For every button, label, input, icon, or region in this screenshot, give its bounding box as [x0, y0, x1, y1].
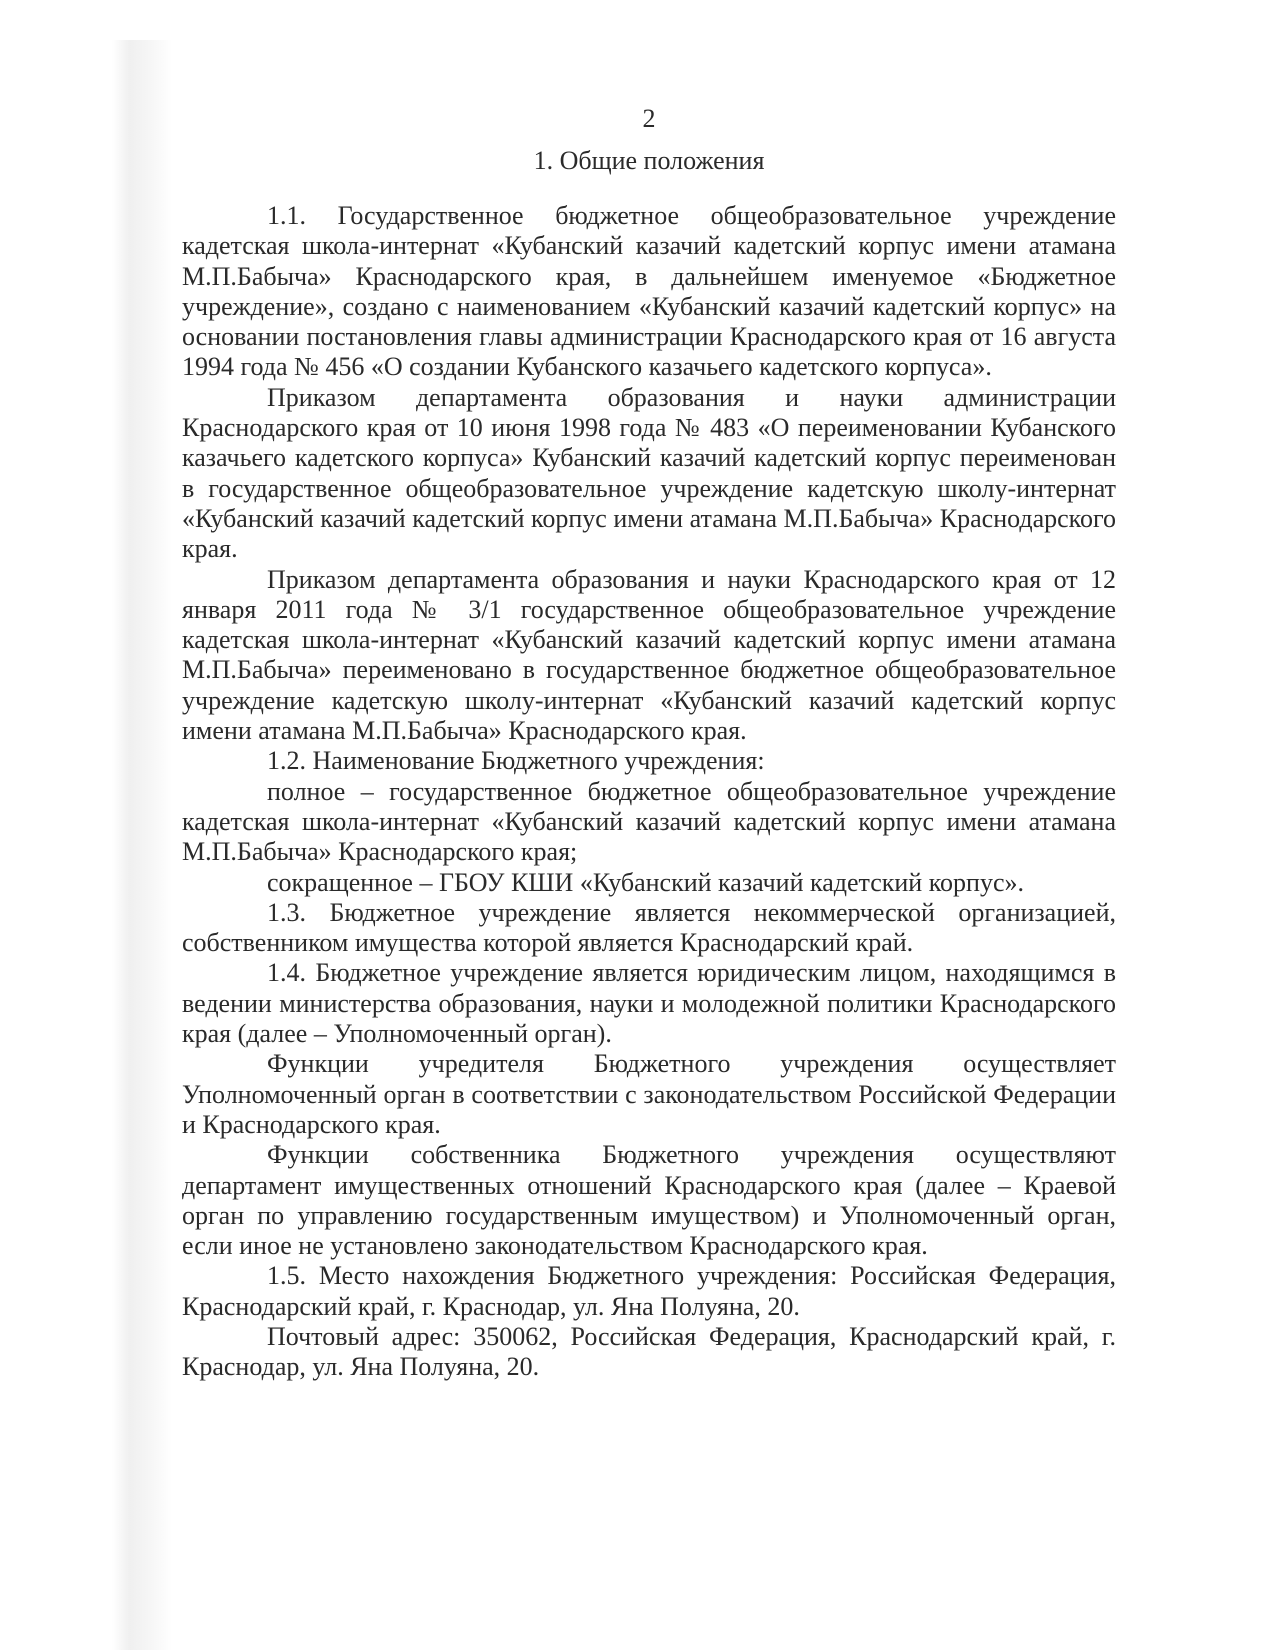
paragraph-1-1: 1.1. Государственное бюджетное общеобразовательное учреждение кадетская школа-интернат «Кубанский казачий кадетский корпус имени атамана М.П.Бабыча» Краснодарского края, в дальнейшем именуемое «Бюджетное учреждение», создано с наименованием «Кубанский казачий кадетский корпус» на основании постановления главы администрации Краснодарского края от 16 августа 1994 года № 456 «О создании Кубанского казачьего кадетского корпуса». [182, 201, 1116, 382]
scan-edge-shadow [112, 40, 172, 1650]
section-title: 1. Общие положения [533, 146, 765, 175]
paragraph-1-4: 1.4. Бюджетное учреждение является юридическим лицом, находящимся в ведении министерства образования, науки и молодежной политики Краснодарского края (далее – Уполномоченный орган). [182, 958, 1116, 1049]
paragraph-founder-functions: Функции учредителя Бюджетного учреждения осуществляет Уполномоченный орган в соответствии с законодательством Российской Федерации и Краснодарского края. [182, 1049, 1116, 1139]
paragraph-1-5: 1.5. Место нахождения Бюджетного учреждения: Российская Федерация, Краснодарский край, г. Краснодар, ул. Яна Полуяна, 20. [182, 1261, 1116, 1321]
document-body [182, 201, 1116, 1383]
paragraph-order-2011: Приказом департамента образования и науки Краснодарского края от 12 января 2011 года № 3/1 государственное общеобразовательное учреждение кадетская школа-интернат «Кубанский казачий кадетский корпус имени атамана М.П.Бабыча» переименовано в государственное бюджетное общеобразовательное учреждение кадетскую школу-интернат «Кубанский казачий кадетский корпус имени атамана М.П.Бабыча» Краснодарского края. [182, 564, 1116, 746]
paragraph-order-1998: Приказом департамента образования и науки администрации Краснодарского края от 10 июня 1998 года № 483 «О переименовании Кубанского казачьего кадетского корпуса» Кубанский казачий кадетский корпус переименован в государственное общеобразовательное учреждение кадетскую школу-интернат «Кубанский казачий кадетский корпус имени атамана М.П.Бабыча» Краснодарского края. [182, 382, 1116, 564]
paragraph-postal-address: Почтовый адрес: 350062, Российская Федерация, Краснодарский край, г. Краснодар, ул. Яна Полуяна, 20. [182, 1321, 1116, 1382]
paragraph-full-name: полное – государственное бюджетное общеобразовательное учреждение кадетская школа-интернат «Кубанский казачий кадетский корпус имени атамана М.П.Бабыча» Краснодарского края; [182, 776, 1116, 867]
paragraph-short-name: сокращенное – ГБОУ КШИ «Кубанский казачий кадетский корпус». [267, 867, 1024, 897]
page-number: 2 [642, 104, 656, 133]
paragraph-1-3: 1.3. Бюджетное учреждение является некоммерческой организацией, собственником имущества которой является Краснодарский край. [182, 897, 1116, 958]
paragraph-owner-functions: Функции собственника Бюджетного учреждения осуществляют департамент имущественных отношений Краснодарского края (далее – Краевой орган по управлению государственным имуществом) и Уполномоченный орган, если иное не установлено законодательством Краснодарского края. [182, 1140, 1116, 1261]
paragraph-1-2: 1.2. Наименование Бюджетного учреждения: [267, 746, 765, 776]
